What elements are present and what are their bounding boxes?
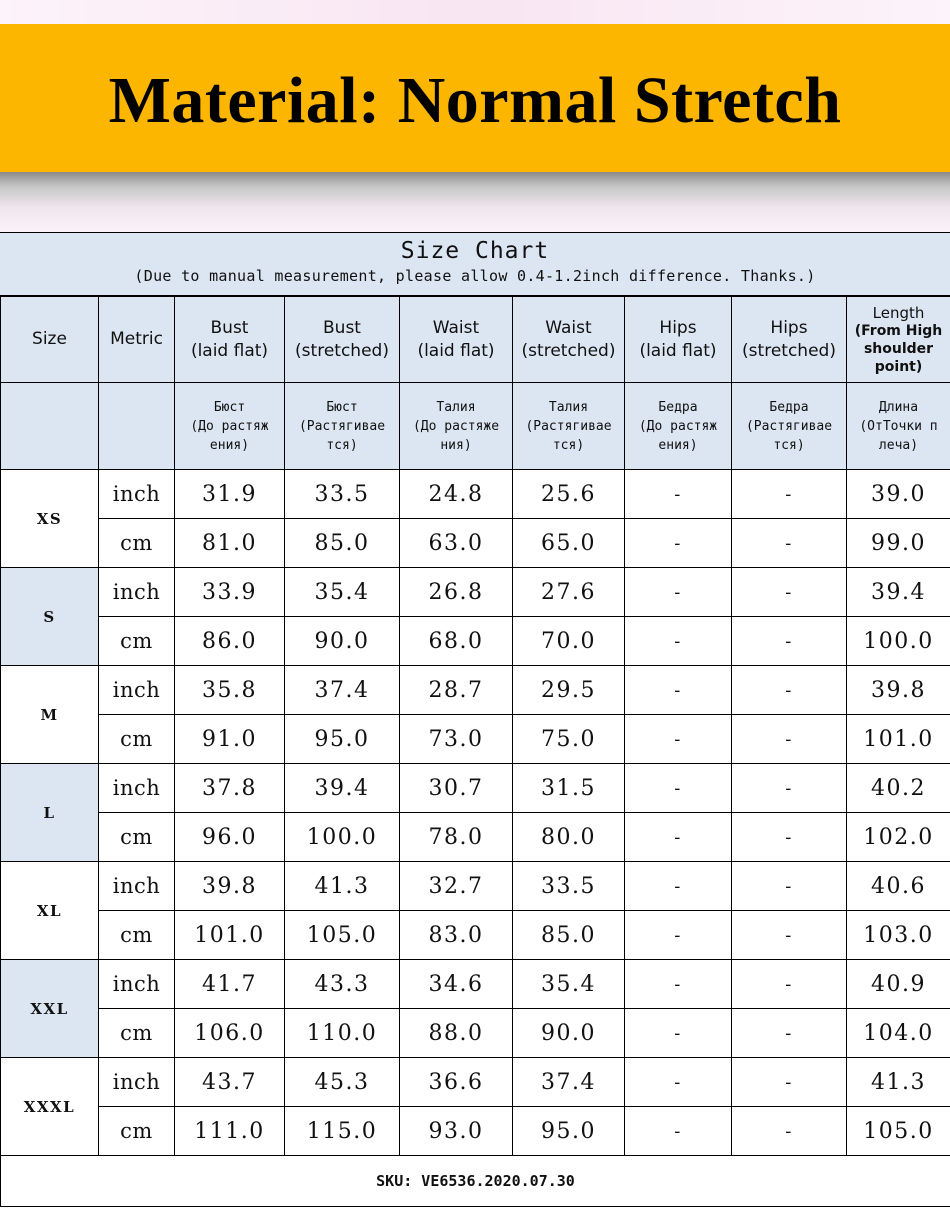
metric-cell: inch bbox=[99, 470, 175, 519]
col-header-waist-flat bbox=[400, 297, 513, 383]
measurement-cell: 25.6 bbox=[513, 470, 625, 519]
header-line: Бюст bbox=[326, 399, 358, 415]
measurement-cell: 85.0 bbox=[513, 911, 625, 960]
header-line: тся) bbox=[773, 437, 805, 453]
measurement-cell: 95.0 bbox=[513, 1107, 625, 1156]
measurement-cell: 104.0 bbox=[847, 1009, 950, 1058]
header-line: point) bbox=[874, 358, 923, 375]
measurement-cell: 36.6 bbox=[400, 1058, 513, 1107]
chart-title: Size Chart bbox=[400, 238, 550, 264]
size-label: XS bbox=[1, 470, 99, 568]
col-header-metric-ru bbox=[99, 383, 175, 470]
size-label: L bbox=[1, 764, 99, 862]
banner-shadow bbox=[0, 172, 950, 232]
measurement-cell: - bbox=[625, 1107, 732, 1156]
measurement-cell: 26.8 bbox=[400, 568, 513, 617]
table-row bbox=[1, 1107, 950, 1156]
size-label: M bbox=[1, 666, 99, 764]
table-row bbox=[1, 617, 950, 666]
table-row bbox=[1, 568, 950, 617]
header-line: (Растягивае bbox=[745, 418, 833, 434]
table-row bbox=[1, 764, 950, 813]
measurement-cell: 30.7 bbox=[400, 764, 513, 813]
measurement-cell: 28.7 bbox=[400, 666, 513, 715]
banner-title: Material: Normal Stretch bbox=[108, 64, 842, 137]
metric-cell: inch bbox=[99, 960, 175, 1009]
header-line: (stretched) bbox=[521, 340, 616, 361]
col-header-bust-flat bbox=[175, 297, 285, 383]
header-line: (До растяж bbox=[638, 418, 718, 434]
header-line: (До растяже bbox=[412, 418, 500, 434]
col-header-bust-stretched-ru bbox=[285, 383, 400, 470]
metric-cell: cm bbox=[99, 1009, 175, 1058]
header-line: shoulder bbox=[863, 340, 934, 357]
col-header-waist-stretched bbox=[513, 297, 625, 383]
measurement-cell: 37.4 bbox=[513, 1058, 625, 1107]
sku-row bbox=[1, 1156, 950, 1207]
measurement-cell: 33.5 bbox=[285, 470, 400, 519]
size-table-body bbox=[1, 470, 950, 1156]
header-line: тся) bbox=[552, 437, 585, 453]
measurement-cell: 88.0 bbox=[400, 1009, 513, 1058]
header-line: (ОтТочки п bbox=[859, 418, 938, 434]
measurement-cell: - bbox=[732, 666, 847, 715]
measurement-cell: - bbox=[625, 813, 732, 862]
measurement-cell: - bbox=[732, 862, 847, 911]
metric-cell: cm bbox=[99, 911, 175, 960]
col-header-length-ru bbox=[847, 383, 950, 470]
metric-cell: inch bbox=[99, 764, 175, 813]
table-row bbox=[1, 1009, 950, 1058]
header-line: тся) bbox=[326, 437, 358, 453]
metric-cell: inch bbox=[99, 568, 175, 617]
metric-cell: cm bbox=[99, 519, 175, 568]
col-header-size-ru bbox=[1, 383, 99, 470]
measurement-cell: - bbox=[625, 470, 732, 519]
measurement-cell: - bbox=[732, 911, 847, 960]
measurement-cell: 41.3 bbox=[847, 1058, 950, 1107]
header-line: Hips bbox=[770, 317, 808, 338]
header-line: (До растяж bbox=[190, 418, 269, 434]
measurement-cell: 40.9 bbox=[847, 960, 950, 1009]
measurement-cell: 86.0 bbox=[175, 617, 285, 666]
measurement-cell: - bbox=[732, 813, 847, 862]
table-row bbox=[1, 470, 950, 519]
measurement-cell: 40.2 bbox=[847, 764, 950, 813]
table-row bbox=[1, 862, 950, 911]
measurement-cell: 83.0 bbox=[400, 911, 513, 960]
metric-cell: cm bbox=[99, 715, 175, 764]
measurement-cell: - bbox=[732, 1107, 847, 1156]
measurement-cell: 33.9 bbox=[175, 568, 285, 617]
measurement-cell: - bbox=[732, 960, 847, 1009]
measurement-cell: 65.0 bbox=[513, 519, 625, 568]
measurement-cell: 27.6 bbox=[513, 568, 625, 617]
measurement-cell: 111.0 bbox=[175, 1107, 285, 1156]
measurement-cell: 91.0 bbox=[175, 715, 285, 764]
measurement-cell: 34.6 bbox=[400, 960, 513, 1009]
size-label: XXXL bbox=[1, 1058, 99, 1156]
metric-cell: cm bbox=[99, 1107, 175, 1156]
size-label: XL bbox=[1, 862, 99, 960]
measurement-cell: - bbox=[732, 715, 847, 764]
table-row bbox=[1, 813, 950, 862]
top-decor-strip bbox=[0, 0, 950, 24]
table-row bbox=[1, 960, 950, 1009]
table-row bbox=[1, 519, 950, 568]
col-header-hips-stretched bbox=[732, 297, 847, 383]
measurement-cell: 93.0 bbox=[400, 1107, 513, 1156]
col-header-hips-flat-ru bbox=[625, 383, 732, 470]
size-label: XXL bbox=[1, 960, 99, 1058]
col-header-bust-stretched bbox=[285, 297, 400, 383]
measurement-cell: 103.0 bbox=[847, 911, 950, 960]
measurement-cell: 39.8 bbox=[847, 666, 950, 715]
col-header-hips-flat bbox=[625, 297, 732, 383]
header-line: Длина bbox=[878, 399, 919, 415]
measurement-cell: 100.0 bbox=[847, 617, 950, 666]
measurement-cell: - bbox=[625, 568, 732, 617]
measurement-cell: - bbox=[625, 519, 732, 568]
size-table bbox=[0, 296, 950, 1207]
measurement-cell: 73.0 bbox=[400, 715, 513, 764]
metric-cell: inch bbox=[99, 666, 175, 715]
measurement-cell: - bbox=[732, 519, 847, 568]
measurement-cell: - bbox=[732, 1058, 847, 1107]
header-row-russian bbox=[1, 383, 950, 470]
measurement-cell: 35.4 bbox=[513, 960, 625, 1009]
measurement-cell: 39.0 bbox=[847, 470, 950, 519]
header-line: леча) bbox=[878, 437, 919, 453]
measurement-cell: 90.0 bbox=[285, 617, 400, 666]
measurement-cell: 110.0 bbox=[285, 1009, 400, 1058]
measurement-cell: 39.4 bbox=[285, 764, 400, 813]
table-row bbox=[1, 666, 950, 715]
measurement-cell: 81.0 bbox=[175, 519, 285, 568]
header-row-english bbox=[1, 297, 950, 383]
measurement-cell: 35.8 bbox=[175, 666, 285, 715]
measurement-cell: 33.5 bbox=[513, 862, 625, 911]
measurement-cell: 39.8 bbox=[175, 862, 285, 911]
header-line: Bust bbox=[323, 317, 361, 338]
col-header-hips-stretched-ru bbox=[732, 383, 847, 470]
measurement-cell: 105.0 bbox=[285, 911, 400, 960]
size-chart bbox=[0, 232, 950, 1216]
measurement-cell: 37.8 bbox=[175, 764, 285, 813]
header-line: Hips bbox=[659, 317, 697, 338]
measurement-cell: 99.0 bbox=[847, 519, 950, 568]
header-line: Бедра bbox=[658, 399, 698, 415]
measurement-cell: 35.4 bbox=[285, 568, 400, 617]
metric-cell: inch bbox=[99, 862, 175, 911]
measurement-cell: 45.3 bbox=[285, 1058, 400, 1107]
col-header-metric: Metric bbox=[99, 297, 175, 383]
measurement-cell: 63.0 bbox=[400, 519, 513, 568]
measurement-cell: - bbox=[732, 764, 847, 813]
measurement-cell: - bbox=[625, 666, 732, 715]
measurement-cell: - bbox=[625, 862, 732, 911]
header-line: (laid flat) bbox=[639, 340, 717, 361]
measurement-cell: 41.7 bbox=[175, 960, 285, 1009]
header-line: Бедра bbox=[769, 399, 809, 415]
measurement-cell: - bbox=[625, 715, 732, 764]
col-header-waist-flat-ru bbox=[400, 383, 513, 470]
header-line: (stretched) bbox=[742, 340, 836, 361]
metric-cell: inch bbox=[99, 1058, 175, 1107]
size-chart-header bbox=[0, 232, 950, 296]
measurement-cell: - bbox=[625, 1009, 732, 1058]
measurement-cell: 70.0 bbox=[513, 617, 625, 666]
measurement-cell: - bbox=[625, 1058, 732, 1107]
header-line: Length bbox=[872, 303, 925, 322]
measurement-cell: - bbox=[732, 568, 847, 617]
col-header-size: Size bbox=[1, 297, 99, 383]
measurement-cell: 43.7 bbox=[175, 1058, 285, 1107]
measurement-cell: 105.0 bbox=[847, 1107, 950, 1156]
header-line: Талия bbox=[436, 399, 476, 415]
header-line: (From High bbox=[854, 322, 943, 339]
metric-cell: cm bbox=[99, 813, 175, 862]
measurement-cell: 29.5 bbox=[513, 666, 625, 715]
table-row bbox=[1, 715, 950, 764]
size-label: S bbox=[1, 568, 99, 666]
measurement-cell: - bbox=[625, 764, 732, 813]
measurement-cell: - bbox=[732, 617, 847, 666]
measurement-cell: - bbox=[732, 470, 847, 519]
table-row bbox=[1, 1058, 950, 1107]
measurement-cell: 90.0 bbox=[513, 1009, 625, 1058]
measurement-cell: 102.0 bbox=[847, 813, 950, 862]
measurement-cell: 68.0 bbox=[400, 617, 513, 666]
measurement-cell: 31.5 bbox=[513, 764, 625, 813]
header-line: Bust bbox=[210, 317, 249, 338]
header-line: (laid flat) bbox=[417, 340, 495, 361]
measurement-cell: 101.0 bbox=[847, 715, 950, 764]
measurement-cell: 43.3 bbox=[285, 960, 400, 1009]
header-line: ния) bbox=[440, 437, 472, 453]
measurement-cell: 39.4 bbox=[847, 568, 950, 617]
sku-label: SKU: VE6536.2020.07.30 bbox=[1, 1156, 950, 1207]
measurement-cell: 100.0 bbox=[285, 813, 400, 862]
measurement-cell: 78.0 bbox=[400, 813, 513, 862]
measurement-cell: 106.0 bbox=[175, 1009, 285, 1058]
measurement-cell: 85.0 bbox=[285, 519, 400, 568]
header-line: Бюст bbox=[213, 399, 246, 415]
header-line: (Растягивае bbox=[298, 418, 386, 434]
measurement-cell: 80.0 bbox=[513, 813, 625, 862]
header-line: ения) bbox=[658, 437, 698, 453]
measurement-cell: 96.0 bbox=[175, 813, 285, 862]
measurement-cell: 37.4 bbox=[285, 666, 400, 715]
measurement-cell: - bbox=[625, 960, 732, 1009]
measurement-cell: - bbox=[732, 1009, 847, 1058]
header-line: ения) bbox=[209, 437, 250, 453]
header-line: Waist bbox=[432, 317, 480, 338]
metric-cell: cm bbox=[99, 617, 175, 666]
measurement-cell: 24.8 bbox=[400, 470, 513, 519]
measurement-cell: 75.0 bbox=[513, 715, 625, 764]
col-header-waist-stretched-ru bbox=[513, 383, 625, 470]
measurement-cell: - bbox=[625, 911, 732, 960]
material-banner bbox=[0, 24, 950, 172]
measurement-cell: 31.9 bbox=[175, 470, 285, 519]
measurement-cell: 101.0 bbox=[175, 911, 285, 960]
header-line: (Растягивае bbox=[525, 418, 612, 434]
chart-note: (Due to manual measurement, please allow 0.4-1.2inch difference. Thanks.) bbox=[134, 267, 816, 285]
table-row bbox=[1, 911, 950, 960]
header-line: Талия bbox=[548, 399, 589, 415]
measurement-cell: 41.3 bbox=[285, 862, 400, 911]
col-header-bust-flat-ru bbox=[175, 383, 285, 470]
col-header-length bbox=[847, 297, 950, 383]
measurement-cell: - bbox=[625, 617, 732, 666]
header-line: Waist bbox=[545, 317, 592, 338]
header-line: (laid flat) bbox=[190, 340, 269, 361]
measurement-cell: 32.7 bbox=[400, 862, 513, 911]
measurement-cell: 95.0 bbox=[285, 715, 400, 764]
header-line: (stretched) bbox=[295, 340, 389, 361]
measurement-cell: 115.0 bbox=[285, 1107, 400, 1156]
measurement-cell: 40.6 bbox=[847, 862, 950, 911]
